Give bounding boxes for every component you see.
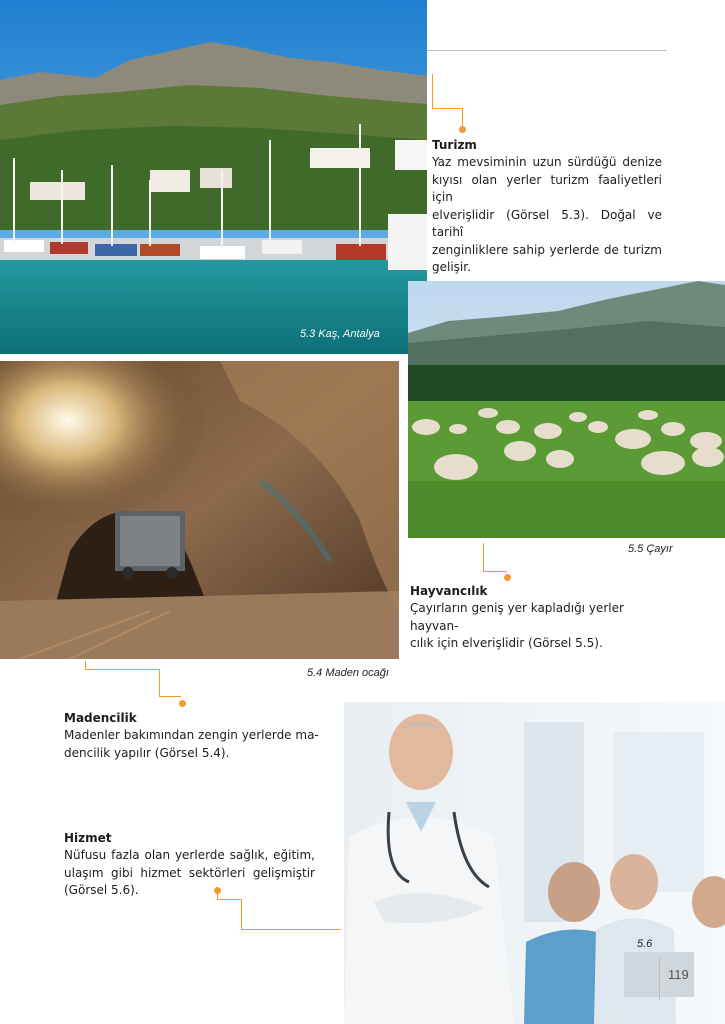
meadow-illustration [408, 281, 725, 538]
harbor-illustration [0, 0, 427, 354]
section-title-madencilik: Madencilik [64, 711, 137, 725]
mine-illustration [0, 361, 399, 659]
figure-caption-5-6: 5.6 [637, 938, 653, 950]
body-line: Yaz mevsiminin uzun sürdüğü denize [432, 155, 662, 169]
body-line: elverişlidir (Görsel 5.3). Doğal ve tarihî [432, 207, 662, 239]
page-number: 119 [668, 967, 689, 982]
figure-caption-5-4: 5.4 Maden ocağı [307, 667, 389, 679]
body-line: ulaşım gibi hizmet sektörleri gelişmiştir [64, 865, 315, 880]
connector-line [217, 899, 242, 900]
mine-photo [0, 361, 399, 659]
body-line: kıyısı olan yerler turizm faaliyetleri için [432, 172, 662, 204]
header-rule [427, 50, 667, 51]
hayvancilik-body [410, 600, 670, 653]
connector-line [241, 899, 242, 930]
connector-dot [179, 700, 186, 707]
connector-line [462, 108, 463, 128]
connector-line [241, 929, 341, 930]
connector-dot [504, 574, 511, 581]
connector-line [159, 696, 181, 697]
body-line: Nüfusu fazla olan yerlerde sağlık, eğitim, [64, 848, 315, 862]
section-title-hayvancilik: Hayvancılık [410, 584, 488, 598]
figure-caption-5-3: 5.3 Kaş, Antalya [300, 328, 380, 340]
body-line: gelişir. [432, 260, 471, 274]
madencilik-body [64, 727, 324, 762]
turizm-body [432, 154, 662, 277]
connector-line [159, 669, 160, 697]
section-title-hizmet: Hizmet [64, 831, 112, 845]
connector-line [432, 108, 463, 109]
connector-line [483, 543, 484, 571]
connector-line [85, 669, 160, 670]
page-number-rule [659, 958, 660, 1000]
body-line: (Görsel 5.6). [64, 883, 139, 897]
body-line: Çayırların geniş yer kapladığı yerler hayvan- [410, 601, 624, 633]
harbor-photo [0, 0, 427, 354]
meadow-photo [408, 281, 725, 538]
body-line: Madenler bakımından zengin yerlerde ma- [64, 728, 319, 742]
hizmet-body [64, 847, 315, 900]
connector-line [432, 74, 433, 108]
connector-line [483, 571, 507, 572]
section-title-turizm: Turizm [432, 138, 477, 152]
body-line: dencilik yapılır (Görsel 5.4). [64, 745, 230, 760]
body-line: cılık için elverişlidir (Görsel 5.5). [410, 636, 603, 650]
body-line: zenginliklere sahip yerlerde de turizm [432, 242, 662, 257]
figure-caption-5-5: 5.5 Çayır [628, 543, 673, 555]
